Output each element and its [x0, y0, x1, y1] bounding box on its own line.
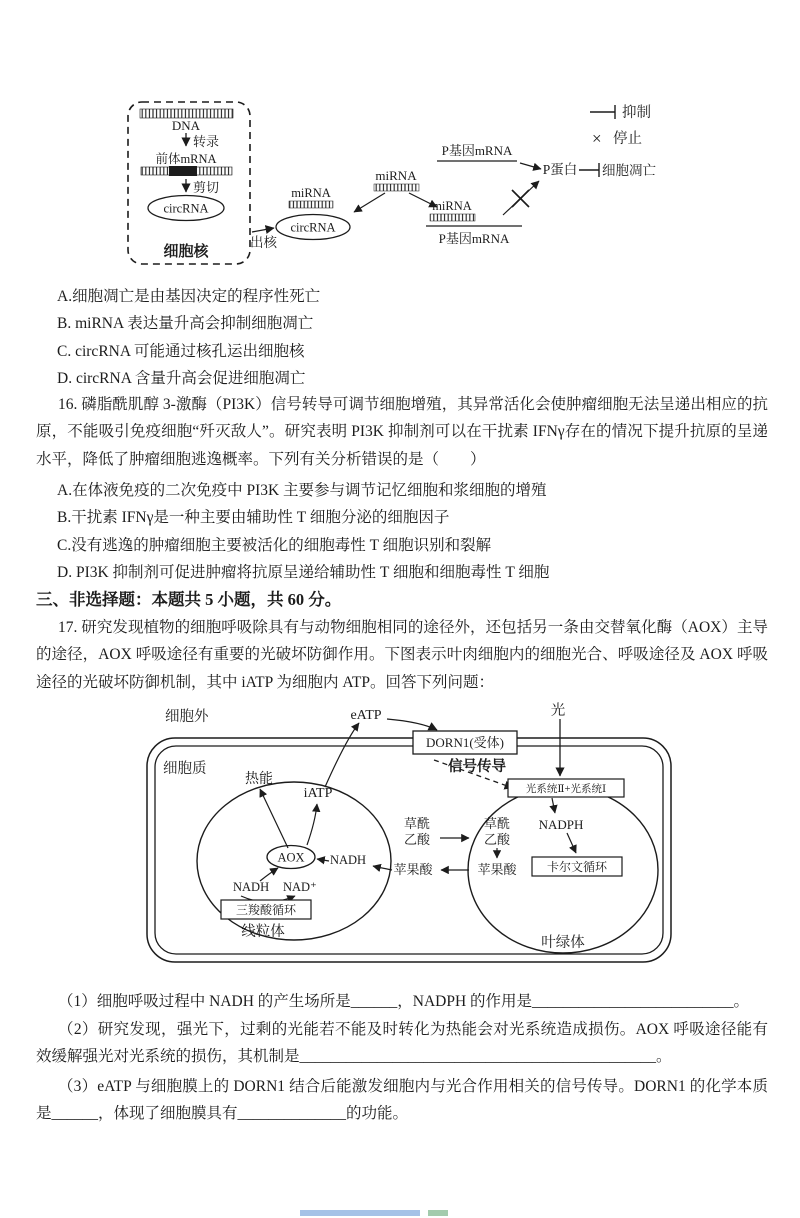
q15-option-b: B. miRNA 表达量升高会抑制细胞凋亡: [57, 315, 314, 333]
legend-stop-symbol: ×: [592, 129, 602, 148]
nadh-label: NADH: [329, 853, 367, 867]
photosystem-label: 光系统Ⅱ+光系统Ⅰ: [525, 784, 607, 795]
cell-membrane-outer: [147, 738, 671, 962]
calvin-cycle-label: 卡尔文循环: [546, 860, 608, 874]
q16-option-d: D. PI3K 抑制剂可促进肿瘤将抗原呈递给辅助性 T 细胞和细胞毒性 T 细胞: [57, 564, 550, 582]
nucleus-group: [128, 102, 250, 264]
circrna-label: circRNA: [290, 220, 336, 235]
p-protein-label: P蛋白: [542, 162, 578, 177]
q15-option-c: C. circRNA 可能通过核孔运出细胞核: [57, 342, 305, 360]
nadph-to-calvin-arrow: [567, 833, 576, 853]
stop-cross-icon: [512, 190, 529, 207]
aox-to-heat-arrow: [260, 789, 288, 848]
q17-sub2: （2）研究发现，强光下，过剩的光能若不能及时转化为热能会对光系统造成损伤。AOX 呼吸途径能有效缓解强光对光系统的损伤，其机制是______________________________________________。: [36, 1021, 768, 1066]
transcription-label: 转录: [193, 134, 220, 149]
light-label: 光: [550, 703, 566, 719]
nad-label: NAD⁺: [283, 880, 317, 894]
q15-options: [57, 283, 777, 393]
aox-label: AOX: [277, 850, 305, 865]
nuclear-export-label: 出核: [250, 235, 277, 250]
splicing-label: 剪切: [193, 180, 220, 195]
mirna-to-circrna-arrow: [354, 193, 385, 212]
tca-cycle-label: 三羧酸循环: [235, 903, 297, 917]
cutoff-footer-artifact: [428, 1210, 448, 1216]
legend-inhibit-label: 抑制: [622, 105, 651, 121]
dna-label: DNA: [171, 118, 201, 133]
dna-strand: [140, 109, 233, 118]
cytosol-shuttle-group: [373, 816, 469, 877]
inhibition-symbol: [579, 163, 599, 177]
oaa-label-cytosol: 乙酸: [403, 832, 431, 847]
free-mirna-label: miRNA: [375, 168, 417, 183]
q17-sub1: （1）细胞呼吸过程中 NADH 的产生场所是______，NADPH 的作用是__________________________。: [58, 993, 750, 1010]
complex-mirna-label: miRNA: [432, 199, 472, 213]
aox-cell-diagram: [0, 698, 800, 990]
dorn1-receptor-label: DORN1(受体): [426, 735, 504, 750]
nuclear-export-arrow: [252, 228, 274, 232]
malate-label-cytosol: 苹果酸: [393, 862, 433, 877]
malate-label-chloroplast: 苹果酸: [477, 862, 517, 877]
nucleus-label: 细胞核: [163, 244, 209, 260]
heat-label: 热能: [245, 772, 273, 787]
oaa-label-chloroplast: 草酰: [483, 816, 511, 831]
cell-membrane-inner: [155, 746, 663, 954]
exon-block: [169, 166, 197, 176]
malate-to-mito-arrow: [373, 866, 392, 870]
cytoplasm-label: 细胞质: [163, 761, 207, 777]
free-mirna-group: [354, 168, 437, 212]
extracellular-label: 细胞外: [165, 709, 209, 725]
cutoff-footer-artifact: [300, 1210, 420, 1216]
iatp-to-eatp-arrow: [325, 723, 359, 787]
q16-option-a: A.在体液免疫的二次免疫中 PI3K 主要参与调节记忆细胞和浆细胞的增殖: [57, 482, 547, 499]
eatp-to-dorn1-arrow: [387, 719, 437, 730]
eatp-label: eATP: [350, 708, 382, 723]
q16-options: [57, 477, 777, 587]
ps-to-nadph-arrow: [552, 798, 555, 813]
mirna-label: miRNA: [291, 186, 331, 200]
legend-group: [590, 104, 651, 148]
mito-to-iatp-arrow: [307, 804, 317, 845]
q16-option-c: C.没有逃逸的肿瘤细胞主要被活化的细胞毒性 T 细胞识别和裂解: [57, 536, 492, 554]
iatp-label: iATP: [303, 786, 333, 801]
bound-mirna-strand: [289, 201, 333, 208]
section-header: 三、非选择题：本题共 5 小题，共 60 分。: [36, 590, 342, 609]
nadh-to-aox-arrow: [317, 859, 329, 861]
legend-inhibit-symbol: [590, 105, 615, 119]
mitochondrion-label: 线粒体: [241, 924, 285, 940]
chloroplast-shuttle-group: [477, 816, 517, 877]
q17-sub3: （3）eATP 与细胞膜上的 DORN1 结合后能激发细胞内与光合作用相关的信号传导。DORN1 的化学本质是______，体现了细胞膜具有______________的功能。: [36, 1078, 768, 1123]
q15-option-a: A.细胞凋亡是由基因决定的程序性死亡: [57, 288, 321, 305]
q16-option-b: B.干扰素 IFNγ是一种主要由辅助性 T 细胞分泌的细胞因子: [57, 509, 450, 527]
oaa-label-cytosol: 草酰: [403, 816, 431, 831]
mirna-mrna-complex: [426, 199, 522, 246]
mitochondrion-group: [197, 782, 391, 940]
nadph-label: NADPH: [538, 817, 584, 832]
circrna-apoptosis-diagram: [0, 86, 800, 291]
q16-stem: 16. 磷脂酰肌醇 3-激酶（PI3K）信号转导可调节细胞增殖，其异常活化会使肿瘤细胞无法呈递出相应的抗原，不能吸引免疫细胞“歼灭敌人”。研究表明 PI3K 抑制剂可以在干扰素 IFNγ存在的情况下提升抗原的呈递水平，降低了肿瘤细胞逃逸概率。下列有关分析错误的是（ ）: [36, 396, 768, 468]
free-mirna-strand: [374, 184, 419, 191]
chloroplast-label: 叶绿体: [541, 935, 585, 951]
oaa-label-chloroplast: 乙酸: [483, 832, 511, 847]
q15-option-d: D. circRNA 含量升高会促进细胞凋亡: [57, 370, 306, 388]
cell-membrane-group: [147, 738, 671, 962]
circrna-mirna-complex: [276, 186, 350, 240]
p-gene-mrna-label: P基因mRNA: [441, 143, 513, 158]
signal-transduction-label: 信号传导: [448, 759, 506, 775]
nadh-label-2: NADH: [233, 880, 270, 894]
q17-stem: 17. 研究发现植物的细胞呼吸除具有与动物细胞相同的途径外，还包括另一条由交替氧化酶（AOX）主导的途径，AOX 呼吸途径有重要的光破坏防御作用。下图表示叶肉细胞内的细胞光合、呼吸途径及 AOX 呼吸途径的光破坏防御机制，其中 iATP 为细胞内 ATP。回答下列问题：: [36, 619, 768, 691]
apoptosis-label: 细胞凋亡: [602, 163, 656, 178]
translation-arrow: [520, 163, 541, 169]
complex-mirna-strand: [430, 214, 475, 221]
nuclear-export-group: [250, 228, 277, 250]
pre-mrna-label: 前体mRNA: [155, 152, 217, 166]
p-gene-mrna-label: P基因mRNA: [438, 231, 510, 246]
circrna-label: circRNA: [163, 201, 209, 216]
legend-stop-label: 停止: [613, 131, 642, 147]
